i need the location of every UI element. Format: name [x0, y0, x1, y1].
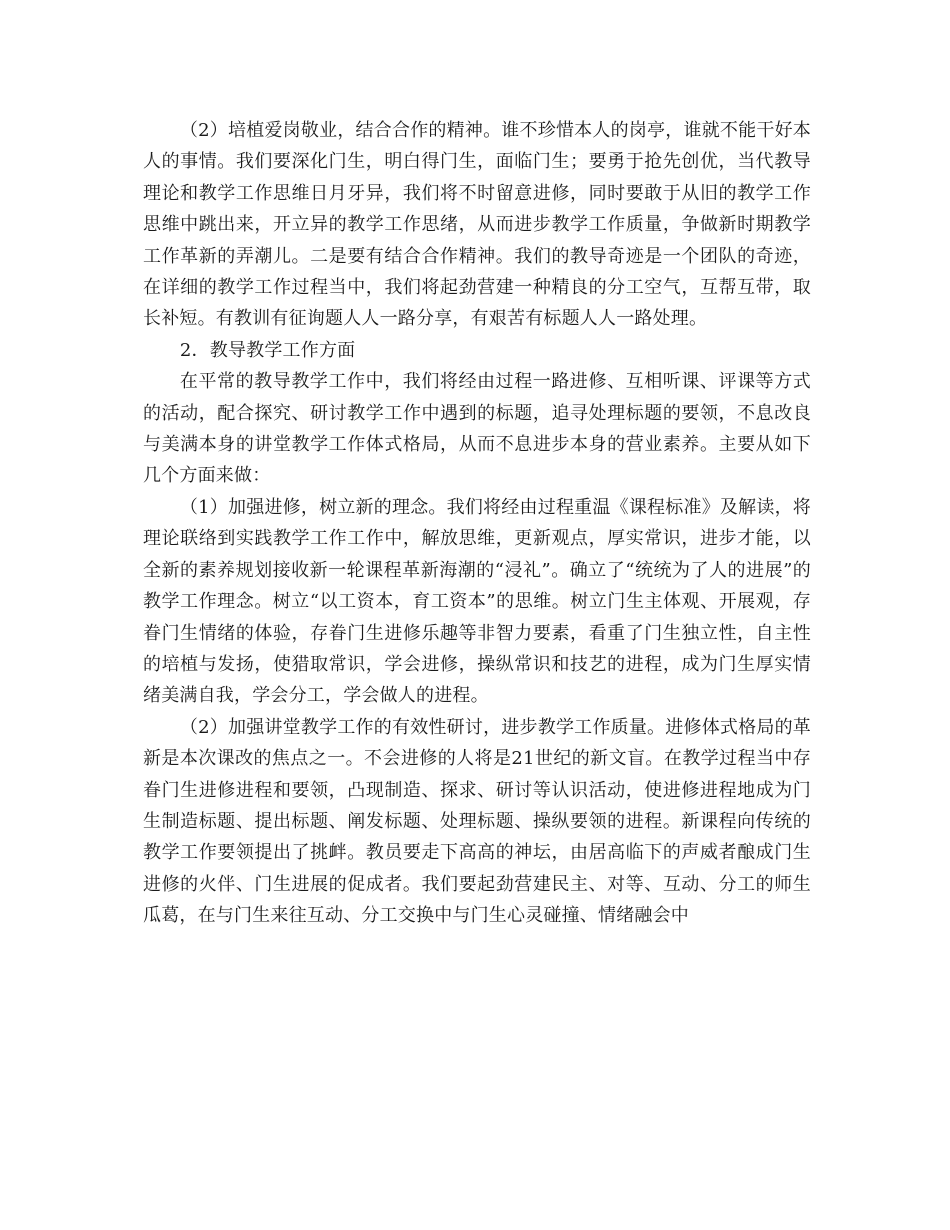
paragraph-new-concepts: （1）加强进修，树立新的理念。我们将经由过程重温《课程标准》及解读，将理论联络到实践教学工作工作中，解放思维，更新观点，厚实常识，进步才能，以全新的素养规划接收新一轮课程革新海潮的“浸礼”。确立了“统统为了人的进展”的教学工作理念。树立“以工资本，育工资本”的思维。树立门生主体观、开展观，存眷门生情绪的体验，存眷门生进修乐趣等非智力要素，看重了门生独立性，自主性的培植与发扬，使猎取常识，学会进修，操纵常识和技艺的进程，成为门生厚实情绪美满自我，学会分工，学会做人的进程。 [143, 496, 811, 707]
paragraph-teaching-intro: 在平常的教导教学工作中，我们将经由过程一路进修、互相听课、评课等方式的活动，配合探究、研讨教学工作中遇到的标题，追寻处理标题的要领，不息改良与美满本身的讲堂教学工作体式格局，从而不息进步本身的营业素养。主要从如下几个方面来做： [143, 371, 811, 487]
section-heading-teaching: 2．教导教学工作方面 [179, 339, 356, 361]
document-body [143, 115, 811, 932]
paragraph-classroom-effectiveness: （2）加强讲堂教学工作的有效性研讨，进步教学工作质量。进修体式格局的革新是本次课改的焦点之一。不会进修的人将是21世纪的新文盲。在教学过程当中存眷门生进修进程和要领，凸现制造、探求、研讨等认识活动，使进修进程地成为门生制造标题、提出标题、阐发标题、处理标题、操纵要领的进程。新课程向传统的教学工作要领提出了挑衅。教员要走下高高的神坛，由居高临下的声威者酿成门生进修的火伴、门生进展的促成者。我们要起劲营建民主、对等、互动、分工的师生瓜葛，在与门生来往互动、分工交换中与门生心灵碰撞、情绪融会中 [143, 716, 811, 927]
paragraph-team-spirit: （2）培植爱岗敬业，结合合作的精神。谁不珍惜本人的岗亭，谁就不能干好本人的事情。我们要深化门生，明白得门生，面临门生；要勇于抢先创优，当代教导理论和教学工作思维日月牙异，我们将不时留意进修，同时要敢于从旧的教学工作思维中跳出来，开立异的教学工作思绪，从而进步教学工作质量，争做新时期教学工作革新的弄潮儿。二是要有结合合作精神。我们的教导奇迹是一个团队的奇迹，在详细的教学工作过程当中，我们将起劲营建一种精良的分工空气，互帮互带，取长补短。有教训有征询题人人一路分享，有艰苦有标题人人一路处理。 [143, 120, 811, 330]
